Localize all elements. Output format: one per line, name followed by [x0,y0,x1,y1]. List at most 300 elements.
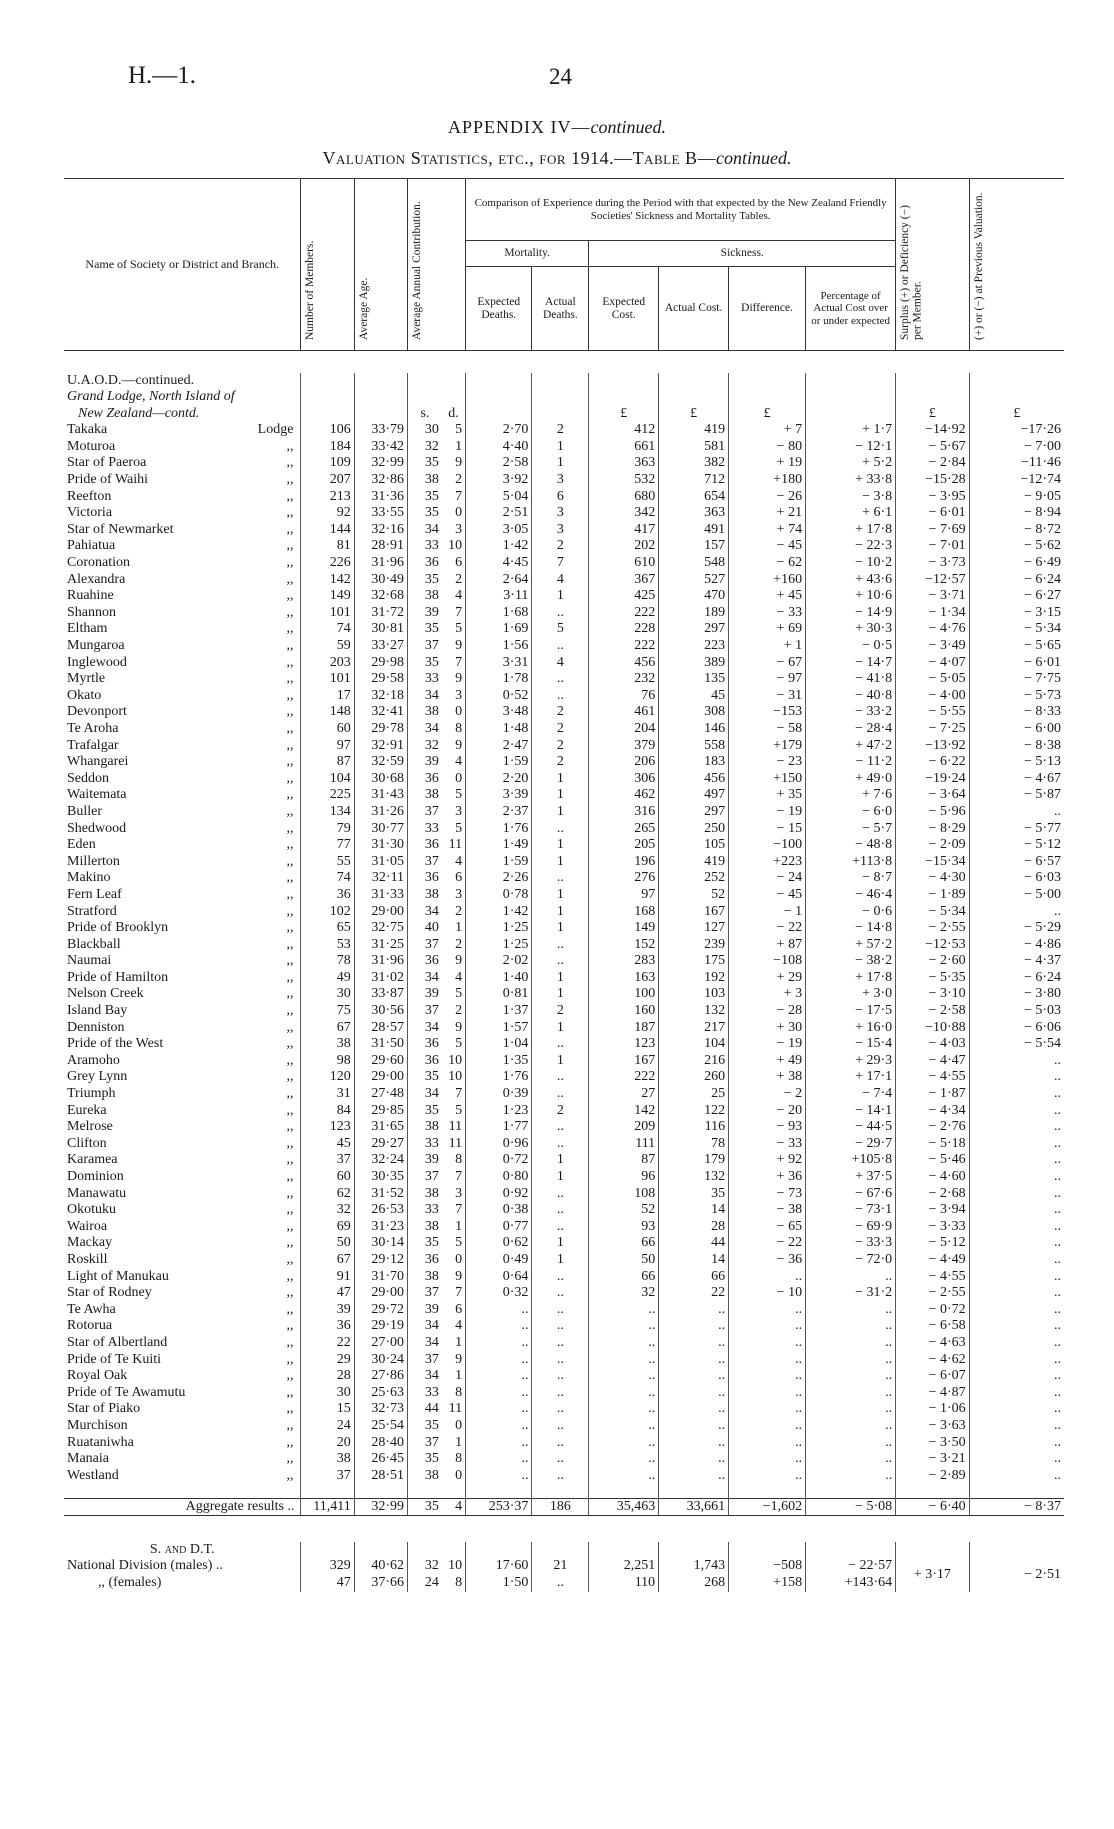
branch-name: Pride of Waihi ,, [67,472,294,488]
cell-prev: − 5·00 [969,887,1064,904]
header-contribution: Average Annual Contribution. [408,179,466,351]
cell-s: 33 [408,1136,442,1153]
cell-ed: 2·64 [466,572,532,589]
cell-ac: .. [659,1352,729,1369]
branch-name: Blackball ,, [67,936,294,952]
cell-ac: 135 [659,671,729,688]
cell-s: 36 [408,1252,442,1269]
branch-name: Pride of Te Awamutu ,, [67,1384,294,1400]
cell-sur: − 4·76 [896,621,969,638]
cell-ac: 223 [659,638,729,655]
cell-age: 31·05 [354,854,407,871]
cell-dif: − 22 [729,1235,806,1252]
cell-prev: − 7·00 [969,439,1064,456]
cell-ac: .. [659,1418,729,1435]
cell-s: 37 [408,1285,442,1302]
cell-age: 29·00 [354,1285,407,1302]
cell-sur: − 5·18 [896,1136,969,1153]
branch-name: Clifton ,, [67,1135,294,1151]
cell-ed: 1·68 [466,605,532,622]
branch-name: Star of Rodney ,, [67,1285,294,1301]
table-row [64,688,1064,705]
cell-d: 3 [455,803,463,819]
cell-sur: − 3·64 [896,787,969,804]
page-number: 24 [549,64,572,89]
cell-sur: − 2·09 [896,837,969,854]
cell-dif: − 45 [729,887,806,904]
header-percentage: Percentage of Actual Cost over or under expected [806,267,896,351]
sdt-surplus: + 3·17 [896,1558,969,1591]
cell-pct: .. [806,1335,896,1352]
cell-ed: 1·48 [466,721,532,738]
branch-name: Pahiatua ,, [67,538,294,554]
cell-age: 26·53 [354,1202,407,1219]
cell-d: 2 [455,571,463,587]
cell-s: 33 [408,671,442,688]
cell-ad: .. [532,1069,589,1086]
branch-name: Shannon ,, [67,604,294,620]
cell-ad: .. [532,1352,589,1369]
branch-name: Westland ,, [67,1467,294,1483]
cell-prev: − 6·01 [969,655,1064,672]
branch-name: Makino ,, [67,870,294,886]
cell-ac: .. [659,1318,729,1335]
branch-name: Waitemata ,, [67,787,294,803]
header-actual-deaths: Actual Deaths. [532,267,589,351]
cell-prev: − 6·24 [969,572,1064,589]
cell-d: 9 [455,1268,463,1284]
cell-ed: 1·23 [466,1103,532,1120]
cell-d: 8 [455,1384,463,1400]
cell-ac: 66 [659,1269,729,1286]
cell-ac: 44 [659,1235,729,1252]
table-row [64,1285,1064,1302]
cell-age: 31·96 [354,953,407,970]
cell-s: 36 [408,837,442,854]
cell-ec: 167 [589,1053,659,1070]
cell-pct: − 8·7 [806,870,896,887]
cell-ad: .. [532,1186,589,1203]
cell-ed: .. [466,1352,532,1369]
cell-ec: 379 [589,738,659,755]
cell-ad: .. [532,1335,589,1352]
cell-ac: 654 [659,489,729,506]
branch-name: Pride of Hamilton ,, [67,969,294,985]
table-row [64,489,1064,506]
cell-pct: − 33·3 [806,1235,896,1252]
cell-pct: .. [806,1269,896,1286]
cell-dif: − 58 [729,721,806,738]
cell-dif: .. [729,1318,806,1335]
branch-name: Alexandra ,, [67,571,294,587]
cell-prev: − 6·06 [969,1020,1064,1037]
cell-pct: .. [806,1451,896,1468]
cell-ec: 202 [589,538,659,555]
cell-ed: 3·11 [466,588,532,605]
cell-sur: − 2·89 [896,1468,969,1485]
branch-name: Eden ,, [67,837,294,853]
cell-age: 29·27 [354,1136,407,1153]
cell-ac: 712 [659,472,729,489]
table-row [64,1252,1064,1269]
branch-name: Fern Leaf ,, [67,886,294,902]
cell-ac: 217 [659,1020,729,1037]
cell-dif: − 20 [729,1103,806,1120]
cell-ac: 456 [659,771,729,788]
cell-d: 5 [455,422,463,438]
cell-sur: −10·88 [896,1020,969,1037]
cell-ad: 1 [532,455,589,472]
cell-dif: − 93 [729,1119,806,1136]
cell-pct: + 37·5 [806,1169,896,1186]
table-row [64,1036,1064,1053]
table-row [64,1352,1064,1369]
cell-age: 25·54 [354,1418,407,1435]
cell-s: 37 [408,1435,442,1452]
branch-name: Inglewood ,, [67,654,294,670]
cell-ac: 250 [659,821,729,838]
cell-ad: .. [532,1202,589,1219]
header-surplus: Surplus (+) or Deficiency (−) per Member. [896,179,969,351]
report-reference: H.—1. [128,62,197,89]
cell-pct: − 14·1 [806,1103,896,1120]
cell-ed: 2·58 [466,455,532,472]
table-row [64,887,1064,904]
cell-d: 1 [455,1334,463,1350]
header-name: Name of Society or District and Branch. [85,257,280,272]
cell-dif: − 28 [729,1003,806,1020]
cell-ad: 4 [532,655,589,672]
cell-pct: − 15·4 [806,1036,896,1053]
cell-ec: .. [589,1352,659,1369]
cell-m: 104 [301,771,354,788]
cell-ac: 22 [659,1285,729,1302]
cell-sur: − 5·35 [896,970,969,987]
cell-m: 101 [301,605,354,622]
cell-dif: + 36 [729,1169,806,1186]
cell-s: 32 [408,738,442,755]
cell-d: 5 [455,986,463,1002]
table-row [64,505,1064,522]
cell-m: 31 [301,1086,354,1103]
cell-pct: − 0·5 [806,638,896,655]
cell-sur: − 6·01 [896,505,969,522]
cell-ec: 680 [589,489,659,506]
cell-ac: 175 [659,953,729,970]
cell-ec: 276 [589,870,659,887]
cell-sur: − 5·34 [896,904,969,921]
cell-dif: + 29 [729,970,806,987]
cell-s: 39 [408,754,442,771]
cell-s: 34 [408,1318,442,1335]
cell-age: 30·49 [354,572,407,589]
cell-ac: 104 [659,1036,729,1053]
cell-d: 0 [455,770,463,786]
cell-pct: − 73·1 [806,1202,896,1219]
cell-s: 37 [408,854,442,871]
units-row: New Zealand—contd. s. d. £ £ £ £ £ [64,406,1064,423]
cell-s: 35 [408,655,442,672]
cell-prev: .. [969,1219,1064,1236]
cell-ed: 4·40 [466,439,532,456]
cell-sur: − 4·49 [896,1252,969,1269]
cell-d: 8 [455,1451,463,1467]
cell-ad: .. [532,1086,589,1103]
cell-ac: 45 [659,688,729,705]
cell-dif: .. [729,1335,806,1352]
cell-s: 36 [408,1036,442,1053]
cell-m: 60 [301,1169,354,1186]
table-row [64,804,1064,821]
branch-name: Triumph ,, [67,1086,294,1102]
cell-age: 29·19 [354,1318,407,1335]
cell-m: 92 [301,505,354,522]
cell-s: 33 [408,538,442,555]
cell-ad: 4 [532,572,589,589]
cell-ac: 419 [659,854,729,871]
header-age: Average Age. [354,179,407,351]
branch-name: Okato ,, [67,687,294,703]
branch-name: Te Awha ,, [67,1301,294,1317]
cell-pct: − 17·5 [806,1003,896,1020]
cell-ed: 2·37 [466,804,532,821]
cell-dif: .. [729,1368,806,1385]
cell-age: 30·35 [354,1169,407,1186]
cell-s: 38 [408,1468,442,1485]
cell-ac: 363 [659,505,729,522]
cell-m: 39 [301,1302,354,1319]
cell-ec: 100 [589,986,659,1003]
cell-ac: 25 [659,1086,729,1103]
cell-sur: − 4·03 [896,1036,969,1053]
cell-sur: − 7·25 [896,721,969,738]
cell-d: 7 [455,488,463,504]
cell-pct: .. [806,1435,896,1452]
cell-age: 27·00 [354,1335,407,1352]
cell-dif: − 62 [729,555,806,572]
table-row [64,1069,1064,1086]
cell-m: 123 [301,1119,354,1136]
cell-ec: 196 [589,854,659,871]
table-row [64,1136,1064,1153]
cell-ed: 0·72 [466,1152,532,1169]
cell-prev: − 6·27 [969,588,1064,605]
sdt-female-row: ,, (females) 47 37·66 24 8 1·50 .. 110 268 +158 +143·64 [64,1575,1064,1592]
cell-ec: 456 [589,655,659,672]
cell-sur: − 2·76 [896,1119,969,1136]
cell-ad: 2 [532,721,589,738]
cell-pct: + 17·1 [806,1069,896,1086]
cell-ac: 239 [659,937,729,954]
cell-pct: − 29·7 [806,1136,896,1153]
cell-ec: 306 [589,771,659,788]
table-row [64,1385,1064,1402]
cell-dif: + 49 [729,1053,806,1070]
branch-name: Star of Paeroa ,, [67,455,294,471]
cell-ad: .. [532,1036,589,1053]
branch-name: Reefton ,, [67,488,294,504]
cell-s: 36 [408,555,442,572]
cell-prev: .. [969,1136,1064,1153]
cell-ed: 1·59 [466,854,532,871]
cell-dif: − 33 [729,1136,806,1153]
cell-ec: 316 [589,804,659,821]
cell-ed: 1·77 [466,1119,532,1136]
cell-ac: 28 [659,1219,729,1236]
branch-name: Murchison ,, [67,1417,294,1433]
cell-sur: − 2·55 [896,1285,969,1302]
cell-age: 29·12 [354,1252,407,1269]
cell-dif: − 19 [729,804,806,821]
cell-s: 35 [408,505,442,522]
cell-ac: 470 [659,588,729,605]
cell-sur: − 5·67 [896,439,969,456]
cell-ed: .. [466,1368,532,1385]
cell-m: 74 [301,621,354,638]
cell-ec: 52 [589,1202,659,1219]
table-row [64,1053,1064,1070]
cell-pct: + 33·8 [806,472,896,489]
cell-ed: 1·25 [466,920,532,937]
cell-dif: .. [729,1401,806,1418]
cell-prev: − 7·75 [969,671,1064,688]
cell-s: 34 [408,1086,442,1103]
cell-prev: .. [969,1053,1064,1070]
cell-ec: 228 [589,621,659,638]
cell-s: 38 [408,1119,442,1136]
cell-dif: +179 [729,738,806,755]
cell-age: 25·63 [354,1385,407,1402]
cell-pct: .. [806,1401,896,1418]
cell-prev: − 6·00 [969,721,1064,738]
cell-ed: 3·39 [466,787,532,804]
cell-d: 3 [455,886,463,902]
cell-sur: − 4·30 [896,870,969,887]
cell-ec: 149 [589,920,659,937]
cell-sur: − 5·96 [896,804,969,821]
cell-age: 31·52 [354,1186,407,1203]
sdt-male-row: National Division (males) .. 329 40·62 32 10 17·60 21 2,251 1,743 −508 − 22·57 + 3·17 − 2·51 [64,1558,1064,1575]
cell-sur: − 4·55 [896,1069,969,1086]
cell-d: 5 [455,787,463,803]
cell-age: 30·68 [354,771,407,788]
aggregate-row: Aggregate results .. 11,411 32·99 35 4 253·37 186 35,463 33,661 −1,602 − 5·08 − 6·40 − 8·37 [64,1498,1064,1516]
cell-s: 38 [408,887,442,904]
table-row [64,1186,1064,1203]
cell-m: 15 [301,1401,354,1418]
cell-dif: − 73 [729,1186,806,1203]
cell-prev: − 5·77 [969,821,1064,838]
branch-name: Coronation ,, [67,555,294,571]
table-row [64,472,1064,489]
table-row [64,1318,1064,1335]
cell-s: 34 [408,522,442,539]
cell-pct: .. [806,1368,896,1385]
branch-name: Seddon ,, [67,770,294,786]
cell-pct: − 41·8 [806,671,896,688]
cell-sur: − 2·60 [896,953,969,970]
cell-ed: 0·96 [466,1136,532,1153]
cell-s: 44 [408,1401,442,1418]
table-row [64,538,1064,555]
cell-ec: 87 [589,1152,659,1169]
cell-sur: − 4·07 [896,655,969,672]
cell-dif: − 19 [729,1036,806,1053]
cell-age: 33·42 [354,439,407,456]
branch-name: Star of Newmarket ,, [67,521,294,537]
cell-s: 38 [408,1186,442,1203]
cell-d: 11 [448,837,463,853]
cell-age: 26·45 [354,1451,407,1468]
cell-ec: .. [589,1368,659,1385]
cell-d: 1 [455,438,463,454]
branch-name: Melrose ,, [67,1119,294,1135]
cell-dif: − 31 [729,688,806,705]
cell-s: 34 [408,1335,442,1352]
cell-age: 31·30 [354,837,407,854]
branch-name: Millerton ,, [67,853,294,869]
table-row [64,655,1064,672]
cell-ad: 1 [532,920,589,937]
branch-name: Denniston ,, [67,1019,294,1035]
cell-dif: −100 [729,837,806,854]
header-mortality: Mortality. [466,241,589,267]
cell-ad: 2 [532,422,589,439]
cell-age: 33·79 [354,422,407,439]
cell-ac: .. [659,1385,729,1402]
cell-age: 32·91 [354,738,407,755]
cell-prev: .. [969,1069,1064,1086]
cell-m: 50 [301,1235,354,1252]
cell-ad: .. [532,821,589,838]
cell-s: 32 [408,439,442,456]
table-row [64,572,1064,589]
cell-d: 7 [455,604,463,620]
table-row [64,1169,1064,1186]
cell-dif: + 92 [729,1152,806,1169]
branch-name: Karamea ,, [67,1152,294,1168]
cell-sur: − 3·94 [896,1202,969,1219]
cell-prev: − 5·12 [969,837,1064,854]
cell-ed: .. [466,1451,532,1468]
cell-age: 29·98 [354,655,407,672]
cell-m: 102 [301,904,354,921]
cell-s: 38 [408,1219,442,1236]
cell-pct: − 33·2 [806,704,896,721]
cell-d: 7 [455,1169,463,1184]
table-row [64,787,1064,804]
cell-ed: 0·78 [466,887,532,904]
cell-pct: + 29·3 [806,1053,896,1070]
cell-m: 87 [301,754,354,771]
cell-ed: .. [466,1468,532,1485]
cell-d: 10 [448,1052,463,1068]
cell-s: 38 [408,472,442,489]
cell-dif: −108 [729,953,806,970]
cell-prev: − 4·67 [969,771,1064,788]
cell-prev: .. [969,1269,1064,1286]
cell-dif: + 19 [729,455,806,472]
cell-prev: .. [969,1186,1064,1203]
cell-pct: .. [806,1418,896,1435]
header-difference: Difference. [729,267,806,351]
cell-ad: 1 [532,588,589,605]
cell-d: 6 [455,870,463,886]
cell-dif: +180 [729,472,806,489]
branch-name: Moturoa ,, [67,438,294,454]
cell-age: 29·78 [354,721,407,738]
cell-dif: + 3 [729,986,806,1003]
